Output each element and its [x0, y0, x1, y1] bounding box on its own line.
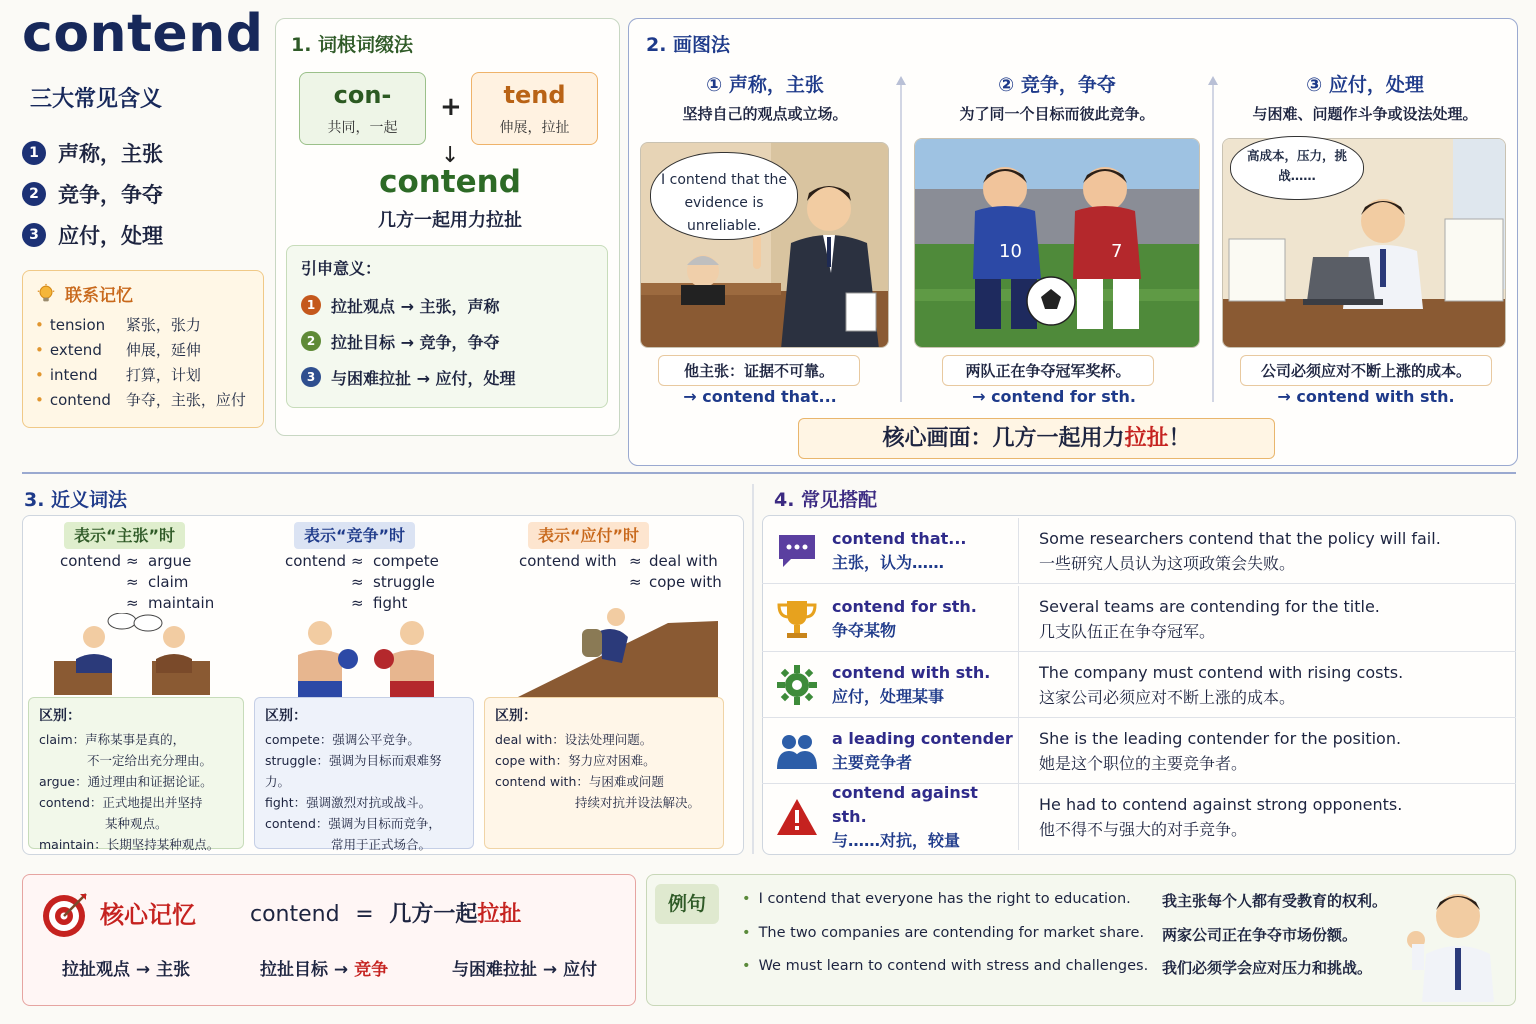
- core-memory-line: 拉扯目标 → 竞争: [260, 960, 389, 980]
- synonym-word: struggle: [373, 573, 435, 591]
- section3-title: 3. 近义词法: [24, 489, 128, 511]
- number-badge: 2: [22, 182, 46, 206]
- memory-meaning: 紧张，张力: [125, 316, 201, 334]
- column-divider-arrow: [1205, 76, 1221, 406]
- column-divider-arrow: [893, 76, 909, 406]
- memory-meaning: 伸展，延伸: [125, 341, 201, 359]
- synonym-list: contend ≈ argue ≈ claim ≈ maintain: [60, 552, 215, 612]
- thought-bubble: 高成本，压力，挑战……: [1230, 136, 1364, 200]
- prefix-card: [299, 72, 426, 145]
- collocation-example: Some researchers contend that the policy will fail. 一些研究人员认为这项政策会失败。: [1039, 528, 1441, 573]
- target-icon: [40, 888, 92, 940]
- football-illustration: [914, 138, 1200, 348]
- example-sentence: • We must learn to contend with stress and challenges.: [742, 958, 1149, 974]
- synonym-tag: 表示“主张”时: [54, 519, 195, 550]
- speech-bubble: I contend that the evidence is unreliable.: [650, 152, 798, 240]
- determined-man-illustration-icon: [1402, 882, 1506, 1002]
- difference-box: 区别： compete：强调公平竞争。 struggle：强调为目标而艰难努力。 fight：强调激烈对抗或战斗。 contend：强调为目标而竞争， 常用于正式场合。: [254, 697, 474, 849]
- number-badge: 3: [22, 223, 46, 247]
- synonym-word: maintain: [148, 594, 215, 612]
- synonym-word: fight: [373, 594, 408, 612]
- core-memory-box: [22, 874, 636, 1006]
- sense-pattern: → contend that...: [683, 387, 837, 406]
- speech-bubble-icon: [775, 531, 819, 571]
- memory-item: • intend 打算，计划: [35, 365, 201, 384]
- difference-label: 区别：: [495, 708, 537, 724]
- prefix-word: con-: [333, 81, 392, 109]
- subtitle: 三大常见含义: [30, 87, 163, 112]
- memory-item: • tension 紧张，张力: [35, 315, 201, 334]
- meaning-text: 应付，处理: [58, 223, 163, 248]
- memory-word: contend: [49, 390, 111, 409]
- sense-title: ③ 应付，处理: [1306, 74, 1424, 96]
- association-memory-box: [22, 270, 264, 428]
- collocation-row: [762, 652, 1516, 718]
- synonym-head: contend: [60, 552, 122, 570]
- sense-caption: 公司必须应对不断上涨的成本。: [1240, 355, 1492, 386]
- memory-item: • extend 伸展，延伸: [35, 340, 201, 359]
- memory-title: 联系记忆: [65, 286, 133, 306]
- meaning-item: [22, 214, 163, 255]
- people-icon: [775, 731, 819, 771]
- synonym-word: argue: [148, 552, 192, 570]
- sense-description: 坚持自己的观点或立场。: [682, 105, 848, 123]
- warning-icon: [775, 797, 819, 837]
- difference-box: 区别： claim：声称某事是真的， 不一定给出充分理由。 argue：通过理由和证据论证。 contend：正式地提出并坚持 某种观点。 maintain：长期坚持某种观点。: [28, 697, 244, 849]
- down-arrow-icon: ↓: [441, 143, 460, 168]
- sense-pattern: → contend with sth.: [1277, 387, 1455, 406]
- number-badge: 1: [301, 295, 321, 315]
- uphill-climb-illustration-icon: [518, 603, 718, 697]
- example-sentence: • I contend that everyone has the right to education.: [742, 891, 1131, 907]
- synonym-column-compete: [252, 515, 478, 855]
- collocation-row: [762, 586, 1516, 652]
- sense-description: 为了同一个目标而彼此竞争。: [959, 105, 1155, 123]
- example-translation: 两家公司正在争夺市场份额。: [1162, 926, 1358, 944]
- collocation-row: [762, 784, 1516, 850]
- section2-title: 2. 画图法: [646, 34, 731, 56]
- synonym-word: compete: [373, 552, 439, 570]
- root-word: tend: [503, 81, 566, 109]
- combined-meaning: 几方一起用力拉扯: [378, 210, 522, 231]
- collocation-row: [762, 518, 1516, 584]
- collocation-example: She is the leading contender for the position. 她是这个职位的主要竞争者。: [1039, 728, 1402, 773]
- example-translation: 我主张每个人都有受教育的权利。: [1162, 892, 1388, 910]
- sense-title: ① 声称，主张: [706, 74, 824, 96]
- root-meaning: 伸展，拉扯: [499, 120, 570, 136]
- trophy-icon: [775, 597, 819, 641]
- sense-caption: 他主张：证据不可靠。: [658, 355, 860, 386]
- derived-text: 拉扯观点 → 主张，声称: [331, 296, 500, 316]
- memory-meaning: 打算，计划: [125, 366, 201, 384]
- section-vertical-divider: [752, 484, 754, 854]
- memory-word: intend: [49, 365, 98, 384]
- section-divider: [22, 472, 1516, 474]
- section1-title: 1. 词根词缀法: [291, 34, 414, 56]
- core-memory-title: 核心记忆: [100, 901, 196, 929]
- derived-meanings-box: [286, 245, 608, 408]
- synonym-tag: 表示“应付”时: [518, 519, 659, 550]
- football-scene-icon: [915, 139, 1200, 348]
- jersey-number-red: 7: [1111, 241, 1123, 262]
- plus-sign: +: [440, 92, 462, 122]
- number-badge: 2: [301, 331, 321, 351]
- synonym-word: cope with: [649, 573, 722, 591]
- synonym-word: claim: [148, 573, 189, 591]
- synonym-column-deal: [482, 515, 740, 855]
- sense-caption: 两队正在争夺冠军奖杯。: [942, 355, 1154, 386]
- core-memory-equation: contend = 几方一起拉扯: [250, 902, 522, 927]
- prefix-meaning: 共同，一起: [327, 120, 398, 136]
- synonym-list: contend with ≈ deal with ≈ cope with: [519, 552, 722, 591]
- core-memory-line: 拉扯观点 → 主张: [62, 960, 191, 980]
- gear-icon: [775, 663, 819, 707]
- sense-description: 与困难、问题作斗争或设法处理。: [1252, 105, 1478, 123]
- boxing-illustration-icon: [272, 615, 462, 697]
- examples-tag: 例句: [655, 884, 719, 924]
- derived-text: 与困难拉扯 → 应付，处理: [331, 368, 516, 388]
- debate-illustration-icon: [52, 613, 232, 697]
- root-card: [471, 72, 598, 145]
- meaning-text: 竞争，争夺: [58, 182, 163, 207]
- memory-item: • contend 争夺，主张，应付: [35, 390, 246, 409]
- combined-word: contend: [379, 164, 521, 200]
- sense-pattern: → contend for sth.: [972, 387, 1136, 406]
- jersey-number-blue: 10: [999, 241, 1022, 262]
- example-sentence: • The two companies are contending for market share.: [742, 925, 1145, 941]
- derived-item: [301, 323, 593, 359]
- derived-item: [301, 287, 593, 323]
- lightbulb-icon: [35, 283, 57, 305]
- synonym-column-claim: [24, 515, 250, 855]
- collocation-example: Several teams are contending for the title. 几支队伍正在争夺冠军。: [1039, 596, 1380, 641]
- collocation-phrase: contend against sth. 与……对抗，较量: [832, 783, 978, 850]
- derived-text: 拉扯目标 → 竞争，争夺: [331, 332, 500, 352]
- collocation-example: The company must contend with rising costs. 这家公司必须应对不断上涨的成本。: [1039, 662, 1404, 707]
- synonym-word: deal with: [649, 552, 718, 570]
- synonym-head: contend: [285, 552, 347, 570]
- memory-header: [35, 281, 251, 306]
- core-memory-line: 与困难拉扯 → 应付: [452, 960, 598, 980]
- core-picture-highlight: 拉扯: [1124, 426, 1169, 451]
- synonym-head: contend with: [519, 552, 617, 570]
- collocation-phrase: contend that... 主张，认为……: [832, 528, 967, 572]
- synonym-tag: 表示“竞争”时: [284, 519, 425, 550]
- meaning-item: [22, 132, 163, 173]
- collocation-example: He had to contend against strong opponents. 他不得不与强大的对手竞争。: [1039, 795, 1403, 839]
- example-translation: 我们必须学会应对压力和挑战。: [1162, 959, 1373, 977]
- memory-meaning: 争夺，主张，应付: [125, 391, 246, 409]
- collocation-phrase: contend for sth. 争夺某物: [832, 596, 977, 640]
- difference-label: 区别：: [39, 708, 81, 724]
- memory-word: tension: [49, 315, 106, 334]
- section4-title: 4. 常见搭配: [774, 489, 878, 511]
- difference-label: 区别：: [265, 708, 307, 724]
- core-picture-end: ！: [1168, 426, 1191, 451]
- collocation-phrase: a leading contender 主要竞争者: [832, 728, 1013, 772]
- derived-title: 引申意义：: [301, 259, 382, 278]
- collocation-row: [762, 718, 1516, 784]
- derived-item: [301, 359, 593, 395]
- core-picture-text: 核心画面：几方一起用力: [882, 426, 1125, 451]
- number-badge: 3: [301, 367, 321, 387]
- memory-word: extend: [49, 340, 102, 359]
- synonym-list: contend ≈ compete ≈ struggle ≈ fight: [285, 552, 439, 612]
- difference-box: 区别： deal with：设法处理问题。 cope with：努力应对困难。 contend with：与困难或问题 持续对抗并设法解决。: [484, 697, 724, 849]
- collocation-phrase: contend with sth. 应付，处理某事: [832, 662, 991, 706]
- meaning-list: [22, 132, 163, 255]
- number-badge: 1: [22, 141, 46, 165]
- sense-title: ② 竞争，争夺: [998, 74, 1116, 96]
- meaning-item: [22, 173, 163, 214]
- core-picture-banner: [798, 418, 1275, 459]
- meaning-text: 声称，主张: [58, 141, 163, 166]
- page-title: contend: [22, 4, 264, 64]
